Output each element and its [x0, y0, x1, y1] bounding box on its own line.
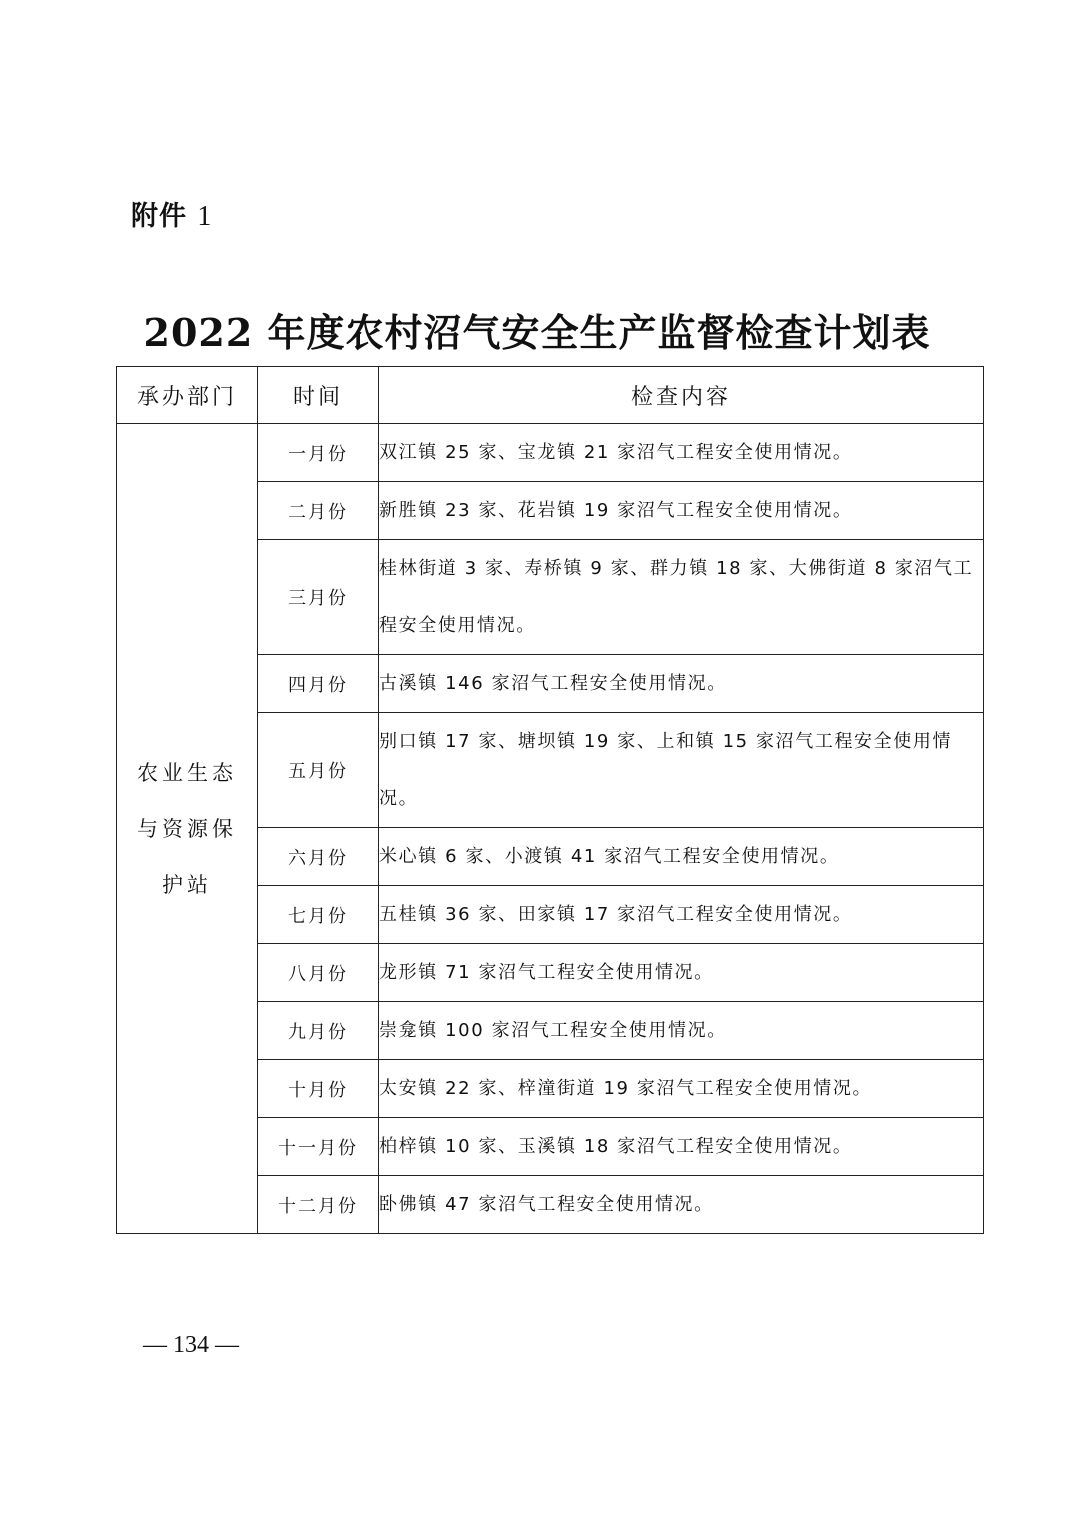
month-cell: 十二月份	[258, 1176, 379, 1234]
content-cell: 别口镇 17 家、塘坝镇 19 家、上和镇 15 家沼气工程安全使用情况。	[379, 713, 984, 828]
content-cell: 柏梓镇 10 家、玉溪镇 18 家沼气工程安全使用情况。	[379, 1118, 984, 1176]
content-cell: 卧佛镇 47 家沼气工程安全使用情况。	[379, 1176, 984, 1234]
content-cell: 古溪镇 146 家沼气工程安全使用情况。	[379, 655, 984, 713]
page-title: 2022 年度农村沼气安全生产监督检查计划表	[143, 310, 931, 355]
month-cell: 五月份	[258, 713, 379, 828]
content-cell: 双江镇 25 家、宝龙镇 21 家沼气工程安全使用情况。	[379, 424, 984, 482]
month-cell: 九月份	[258, 1002, 379, 1060]
attachment-text: 附件	[131, 201, 187, 232]
dept-line: 护站	[162, 872, 212, 897]
dept-cell	[117, 424, 258, 1234]
month-cell: 四月份	[258, 655, 379, 713]
content-cell: 新胜镇 23 家、花岩镇 19 家沼气工程安全使用情况。	[379, 482, 984, 540]
content-cell: 龙形镇 71 家沼气工程安全使用情况。	[379, 944, 984, 1002]
month-cell: 十一月份	[258, 1118, 379, 1176]
dept-line: 与资源保	[137, 816, 237, 841]
dept-line: 农业生态	[137, 760, 237, 785]
month-cell: 二月份	[258, 482, 379, 540]
inspection-plan-table	[116, 366, 984, 1234]
month-cell: 十月份	[258, 1060, 379, 1118]
page-number: — 134 —	[143, 1332, 239, 1358]
attachment-label	[131, 194, 212, 233]
header-dept: 承办部门	[117, 367, 258, 424]
month-cell: 六月份	[258, 828, 379, 886]
month-cell: 七月份	[258, 886, 379, 944]
table-body	[117, 424, 984, 1234]
header-content: 检查内容	[379, 367, 984, 424]
header-time: 时间	[258, 367, 379, 424]
month-cell: 八月份	[258, 944, 379, 1002]
content-cell: 桂林街道 3 家、寿桥镇 9 家、群力镇 18 家、大佛街道 8 家沼气工程安全使用情况。	[379, 540, 984, 655]
content-cell: 太安镇 22 家、梓潼街道 19 家沼气工程安全使用情况。	[379, 1060, 984, 1118]
month-cell: 一月份	[258, 424, 379, 482]
table-row	[117, 424, 984, 482]
table-header-row	[117, 367, 984, 424]
content-cell: 崇龛镇 100 家沼气工程安全使用情况。	[379, 1002, 984, 1060]
content-cell: 米心镇 6 家、小渡镇 41 家沼气工程安全使用情况。	[379, 828, 984, 886]
content-cell: 五桂镇 36 家、田家镇 17 家沼气工程安全使用情况。	[379, 886, 984, 944]
month-cell: 三月份	[258, 540, 379, 655]
attachment-number: 1	[197, 201, 213, 232]
